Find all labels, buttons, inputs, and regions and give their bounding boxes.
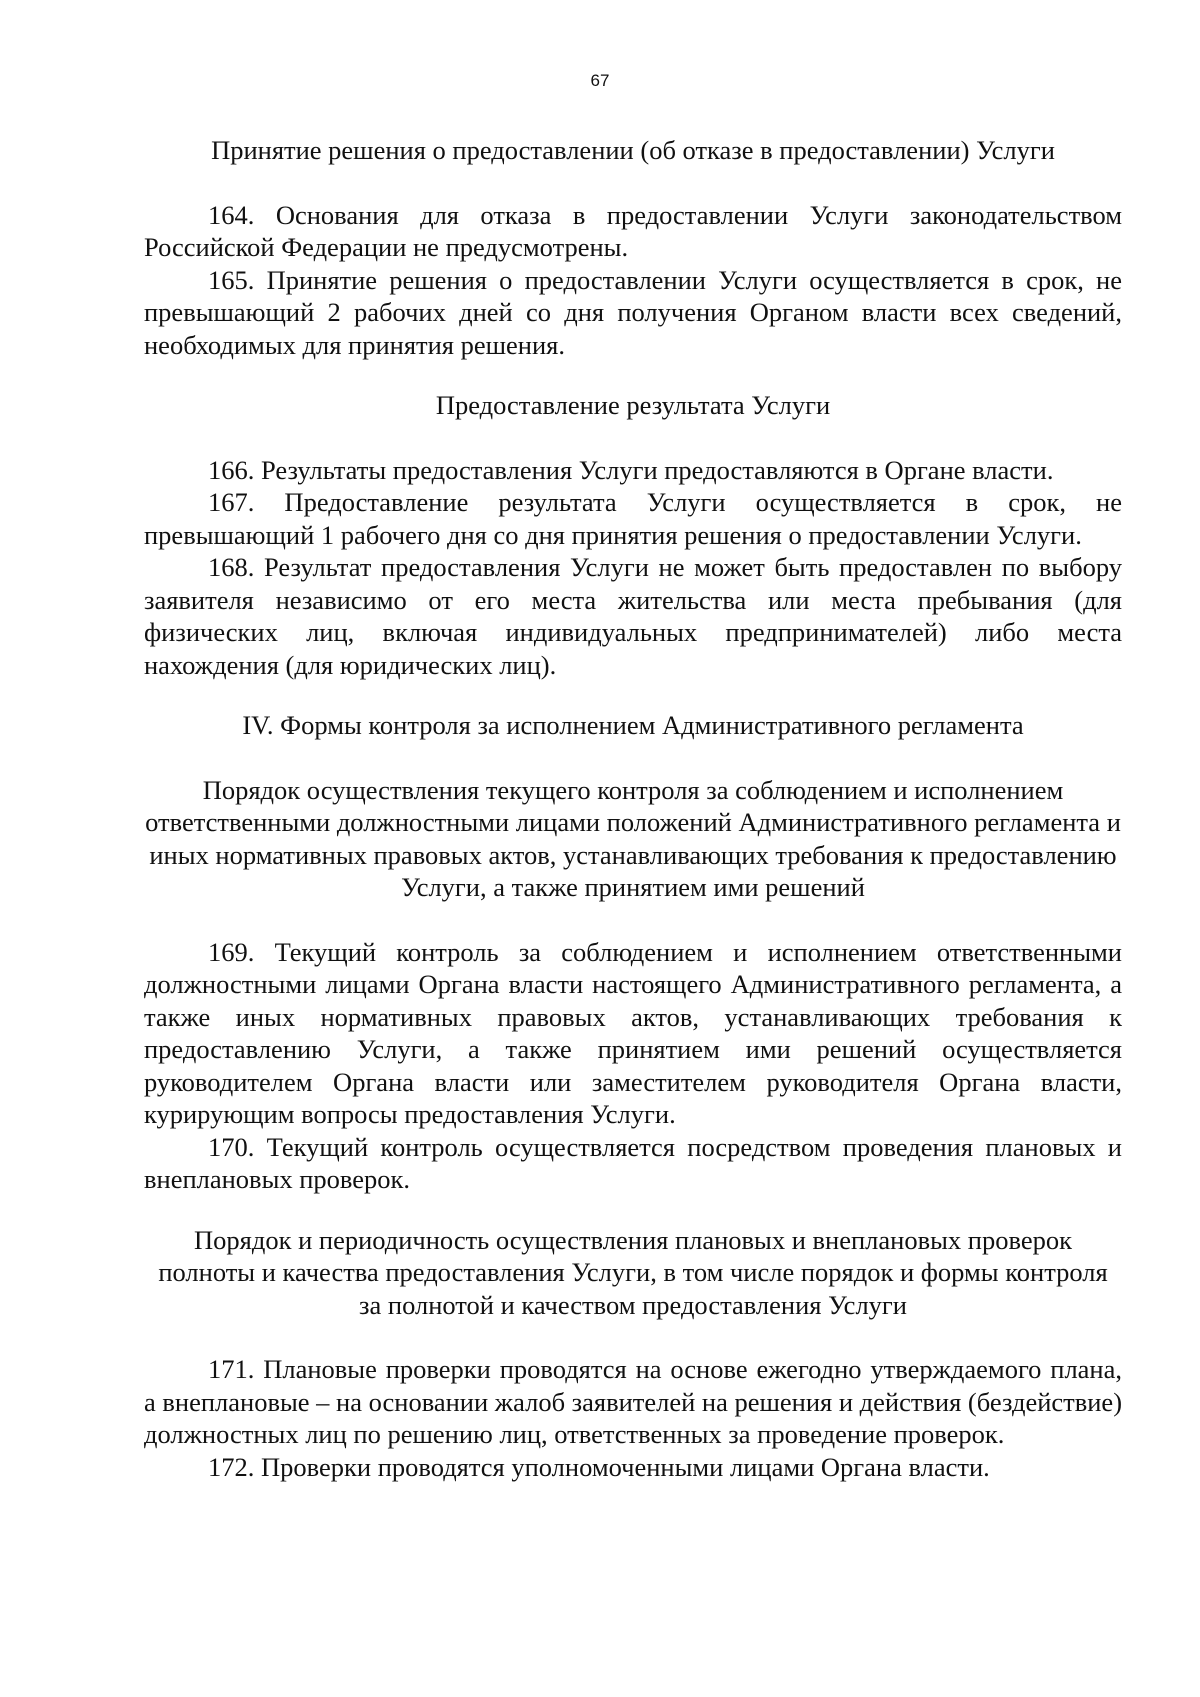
paragraph-172: 172. Проверки проводятся уполномоченными лицами Органа власти. bbox=[208, 1451, 990, 1482]
section-heading-result: Предоставление результата Услуги bbox=[435, 390, 831, 420]
paragraph-170: 170. Текущий контроль осуществляется посредством проведения плановых и внеплановых проверок. bbox=[144, 1131, 1122, 1194]
section-heading-inspections: Порядок и периодичность осуществления плановых и внеплановых проверок полноты и качества предоставления Услуги, в том числе порядок и формы контроля за полнотой и качеством предоставления Услуги bbox=[158, 1224, 1108, 1320]
paragraph-171: 171. Плановые проверки проводятся на основе ежегодно утверждаемого плана, а внеплановые – на основании жалоб заявителей на решения и действия (бездействие) должностных лиц по решению лиц, ответственных за проведение проверок. bbox=[144, 1354, 1123, 1449]
section-heading-current-control: Порядок осуществления текущего контроля за соблюдением и исполнением ответственными должностными лицами положений Административного регламента и иных нормативных правовых актов, устанавливающих требования к предоставлению Услуги, а также принятием ими решений bbox=[145, 774, 1121, 902]
paragraph-165: 165. Принятие решения о предоставлении Услуги осуществляется в срок, не превышающий 2 рабочих дней со дня получения Органом власти всех сведений, необходимых для принятия решения. bbox=[144, 264, 1122, 360]
document-body bbox=[144, 134, 1122, 1483]
paragraph-168: 168. Результат предоставления Услуги не может быть предоставлен по выбору заявителя независимо от его места жительства или места пребывания (для физических лиц, включая индивидуальных предпринимателей) либо места нахождения (для юридических лиц). bbox=[144, 552, 1122, 680]
paragraph-167: 167. Предоставление результата Услуги осуществляется в срок, не превышающий 1 рабочего дня со дня принятия решения о предоставлении Услуги. bbox=[144, 487, 1122, 550]
page-number: 67 bbox=[590, 71, 610, 90]
paragraph-166: 166. Результаты предоставления Услуги предоставляются в Органе власти. bbox=[208, 454, 1054, 485]
paragraph-169: 169. Текущий контроль за соблюдением и исполнением ответственными должностными лицами Органа власти настоящего Административного регламента, а также иных нормативных правовых актов, устанавливающих требования к предоставлению Услуги, а также принятием ими решений осуществляется руководителем Органа власти или заместителем руководителя Органа власти, курирующим вопросы предоставления Услуги. bbox=[144, 936, 1122, 1129]
paragraph-164: 164. Основания для отказа в предоставлении Услуги законодательством Российской Федерации не предусмотрены. bbox=[144, 199, 1122, 262]
chapter-heading-control: IV. Формы контроля за исполнением Административного регламента bbox=[242, 710, 1024, 740]
section-heading-decision: Принятие решения о предоставлении (об отказе в предоставлении) Услуги bbox=[211, 135, 1055, 165]
